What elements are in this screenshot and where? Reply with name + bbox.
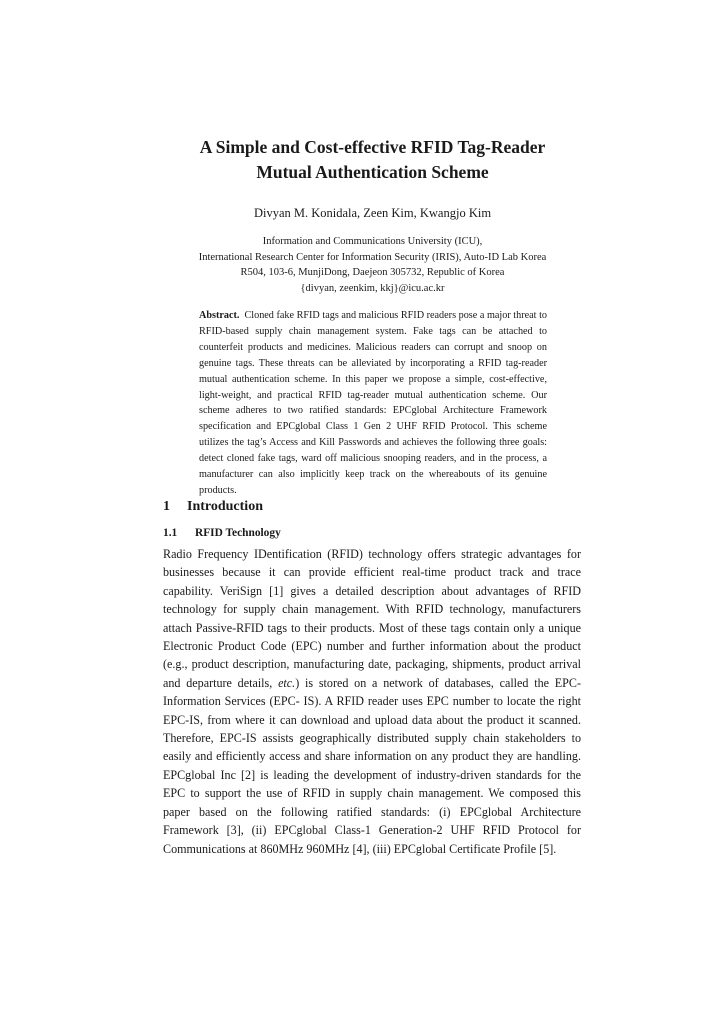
abstract-label: Abstract. — [199, 310, 240, 321]
body-paragraph — [163, 545, 581, 858]
title-line-1: A Simple and Cost-effective RFID Tag-Reader — [199, 137, 546, 157]
affiliation-line: Information and Communications University (ICU), — [262, 236, 483, 247]
affiliation-line: International Research Center for Information Security (IRIS), Auto-ID Lab Korea — [198, 251, 547, 263]
abstract — [199, 308, 547, 499]
section-number: 1 — [163, 499, 170, 514]
affiliation-line: R504, 103-6, MunjiDong, Daejeon 305732, Republic of Korea — [240, 267, 505, 279]
author-emails: {divyan, zeenkim, kkj}@icu.ac.kr — [300, 282, 445, 294]
section-heading — [163, 499, 263, 515]
paper-title — [100, 135, 645, 185]
title-line-2: Mutual Authentication Scheme — [256, 162, 489, 182]
affiliation-block — [100, 234, 645, 296]
body-emphasis: etc. — [278, 675, 296, 690]
body-text-part-1: Radio Frequency IDentification (RFID) technology offers strategic advantages for businesses because it can provide efficient real-time product track and trace capability. VeriSign [1] gives a detailed description about advantages of RFID technology for supply chain management. With RFID technology, manufacturers attach Passive-RFID tags to their products. Most of these tags contain only a unique Electronic Product Code (EPC) number and further information about the product (e.g., product description, manufacturing date, packaging, shipments, product arrival and departure details, — [163, 547, 581, 690]
body-text-part-2: ) is stored on a network of databases, called the EPC-Information Services (EPC- IS). A RFID reader uses EPC number to locate the right EPC-IS, from where it can download and upload data about the product it scanned. Therefore, EPC-IS assists geographically distributed supply chain stakeholders to easily and efficiently access and share information on any product they are handling. EPCglobal Inc [2] is leading the development of industry-driven standards for the EPC to support the use of RFID in supply chain management. We composed this paper based on the following ratified standards: (i) EPCglobal Architecture Framework [3], (ii) EPCglobal Class-1 Generation-2 UHF RFID Protocol for Communications at 860MHz 960MHz [4], (iii) EPCglobal Certificate Profile [5]. — [163, 675, 581, 856]
section-title: Introduction — [187, 499, 263, 514]
abstract-text: Cloned fake RFID tags and malicious RFID readers pose a major threat to RFID-based supply chain management system. Fake tags can be attached to counterfeit products and medicines. Malicious readers can corrupt and snoop on genuine tags. These threats can be alleviated by incorporating a RFID tag-reader mutual authentication scheme. In this paper we propose a simple, cost-effective, light-weight, and practical RFID tag-reader mutual authentication scheme. Our scheme adheres to two ratified standards: EPCglobal Architecture Framework specification and EPCglobal Class 1 Gen 2 UHF RFID Protocol. This scheme utilizes the tag’s Access and Kill Passwords and achieves the following three goals: detect cloned fake tags, ward off malicious snooping readers, and in the process, a manufacturer can also implicitly keep track on the whereabouts of its genuine products. — [199, 310, 547, 496]
author-list: Divyan M. Konidala, Zeen Kim, Kwangjo Kim — [253, 206, 492, 220]
subsection-number: 1.1 — [163, 527, 178, 539]
subsection-heading — [163, 527, 281, 539]
subsection-title: RFID Technology — [195, 527, 281, 539]
